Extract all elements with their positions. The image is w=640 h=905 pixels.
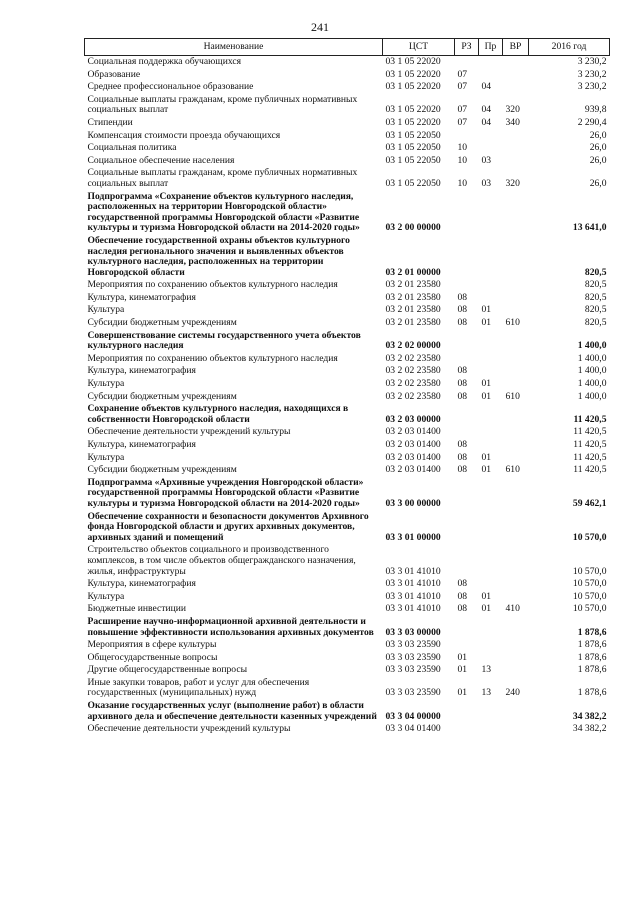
cell-rz	[455, 56, 479, 69]
cell-vr	[503, 544, 529, 578]
cell-vr	[503, 426, 529, 439]
cell-amount: 11 420,5	[573, 439, 607, 450]
table-row	[85, 117, 610, 130]
table-row	[85, 391, 610, 404]
cell-amount: 34 382,2	[572, 723, 607, 735]
cell-pr	[479, 142, 503, 155]
cell-cst: 03 2 01 23580	[385, 279, 441, 291]
cell-rz: 08	[457, 378, 468, 390]
cell-vr	[503, 511, 529, 545]
cell-name: Подпрограмма «Архивные учреждения Новгородской области» государственной программы Новгородской области «Развитие культуры и туризма Новгородской области на 2014-2020 годы»	[87, 476, 364, 509]
cell-amount: 2 290,4	[577, 116, 607, 128]
table-row	[85, 94, 610, 117]
cell-amount: 10 570,0	[572, 590, 607, 602]
cell-rz	[455, 639, 479, 652]
cell-pr: 01	[481, 590, 492, 602]
cell-vr: 610	[505, 390, 520, 402]
table-row	[85, 235, 610, 279]
table-row	[85, 56, 610, 69]
table-row	[85, 292, 610, 305]
table-row	[85, 700, 610, 723]
cell-pr: 13	[481, 664, 492, 676]
cell-amount: 3 230,2	[577, 56, 607, 67]
cell-cst: 03 1 05 22020	[385, 104, 441, 116]
cell-amount: 10 570,0	[572, 578, 607, 590]
cell-name: Строительство объектов социального и производственного комплексов, в том числе объектов общегражданского назначения, жилья, инфраструктуры	[87, 544, 356, 577]
cell-rz	[455, 403, 479, 426]
table-row	[85, 452, 610, 465]
cell-pr	[479, 365, 503, 378]
cell-vr	[503, 591, 529, 604]
cell-cst: 03 2 00 00000	[385, 222, 441, 234]
cell-pr	[479, 279, 503, 292]
table-row	[85, 317, 610, 330]
cell-vr	[503, 81, 529, 94]
cell-pr: 03	[481, 177, 492, 189]
table-row	[85, 511, 610, 545]
cell-pr	[479, 130, 503, 143]
cell-cst: 03 2 03 01400	[385, 451, 441, 463]
cell-pr: 01	[481, 304, 492, 316]
cell-name: Мероприятия по сохранению объектов культурного наследия	[87, 279, 338, 291]
cell-amount: 34 382,2	[572, 710, 607, 722]
cell-cst: 03 3 01 00000	[385, 531, 441, 543]
cell-vr	[503, 304, 529, 317]
cell-vr	[503, 700, 529, 723]
cell-rz	[455, 544, 479, 578]
cell-amount: 11 420,5	[573, 426, 607, 438]
table-row	[85, 639, 610, 652]
cell-name: Общегосударственные вопросы	[87, 651, 218, 663]
cell-name: Субсидии бюджетным учреждениям	[87, 464, 237, 476]
table-row	[85, 130, 610, 143]
cell-amount: 3 230,2	[577, 81, 607, 93]
cell-amount: 820,5	[584, 266, 607, 278]
cell-pr	[479, 616, 503, 639]
table-row	[85, 544, 610, 578]
cell-pr	[479, 700, 503, 723]
cell-cst: 03 3 03 23590	[385, 687, 441, 699]
table-row	[85, 304, 610, 317]
cell-rz: 08	[457, 464, 468, 476]
cell-pr: 04	[481, 116, 492, 128]
cell-cst: 03 1 05 22050	[385, 177, 441, 189]
cell-vr: 340	[505, 116, 520, 128]
cell-pr	[479, 330, 503, 353]
cell-pr: 01	[481, 603, 492, 615]
cell-pr	[479, 578, 503, 591]
cell-amount: 10 570,0	[572, 565, 607, 577]
cell-name: Мероприятия в сфере культуры	[87, 639, 217, 651]
cell-name: Культура	[87, 590, 125, 602]
table-row	[85, 69, 610, 82]
cell-amount: 10 570,0	[572, 531, 607, 543]
table-row	[85, 578, 610, 591]
cell-vr: 240	[505, 687, 520, 699]
cell-pr	[479, 403, 503, 426]
cell-name: Оказание государственных услуг (выполнение работ) в области архивного дела и обеспечение деятельности казенных учреждений	[87, 700, 377, 722]
cell-name: Культура, кинематография	[87, 578, 196, 590]
cell-amount: 11 420,5	[573, 451, 607, 463]
cell-cst: 03 1 05 22050	[385, 154, 441, 166]
cell-vr	[503, 279, 529, 292]
table-row	[85, 365, 610, 378]
cell-rz	[455, 511, 479, 545]
cell-cst: 03 1 05 22020	[385, 68, 441, 80]
cell-cst: 03 2 03 01400	[385, 426, 441, 438]
cell-rz	[455, 723, 479, 736]
cell-amount: 820,5	[584, 279, 607, 291]
table-row	[85, 378, 610, 391]
cell-amount: 820,5	[584, 304, 607, 316]
cell-cst: 03 1 05 22050	[385, 129, 441, 141]
cell-rz: 08	[457, 590, 468, 602]
cell-cst: 03 3 01 41010	[385, 603, 441, 615]
cell-pr: 01	[481, 451, 492, 463]
cell-vr	[503, 142, 529, 155]
cell-rz: 10	[457, 142, 468, 154]
page-number: 241	[311, 20, 329, 34]
table-row	[85, 677, 610, 700]
cell-amount: 1 400,0	[577, 390, 607, 402]
table-body	[85, 56, 610, 736]
budget-table	[84, 38, 610, 736]
cell-pr	[479, 292, 503, 305]
cell-cst: 03 2 02 23580	[385, 352, 441, 364]
cell-cst: 03 3 03 23590	[385, 651, 441, 663]
cell-name: Культура	[87, 304, 125, 316]
cell-amount: 1 400,0	[577, 340, 607, 352]
cell-pr	[479, 652, 503, 665]
cell-name: Социальная политика	[87, 142, 177, 154]
cell-name: Подпрограмма «Сохранение объектов культурного наследия, расположенных на территории Новгородской области» государственной программы Новгородской области «Развитие культуры и туризма Новгородской области на 2014-2020 годы»	[87, 190, 360, 234]
cell-amount: 1 400,0	[577, 352, 607, 364]
cell-rz: 07	[457, 116, 468, 128]
cell-cst: 03 3 03 00000	[385, 626, 441, 638]
cell-pr	[479, 69, 503, 82]
cell-pr	[479, 56, 503, 69]
cell-pr	[479, 235, 503, 279]
table-row	[85, 652, 610, 665]
cell-amount: 1 878,6	[577, 687, 607, 699]
header-amount: 2016 год	[529, 39, 610, 56]
cell-amount: 59 462,1	[572, 497, 607, 509]
cell-name: Бюджетные инвестиции	[87, 603, 186, 615]
table-row	[85, 81, 610, 94]
cell-rz: 01	[457, 651, 468, 663]
cell-vr	[503, 235, 529, 279]
cell-cst: 03 3 01 41010	[385, 590, 441, 602]
cell-cst: 03 1 05 22020	[385, 81, 441, 93]
cell-name: Расширение научно-информационной архивной деятельности и повышение эффективности использования архивных документов	[87, 615, 374, 638]
cell-rz	[455, 426, 479, 439]
cell-vr: 610	[505, 464, 520, 476]
table-row	[85, 464, 610, 477]
cell-cst: 03 2 02 23580	[385, 378, 441, 390]
cell-cst: 03 2 01 23580	[385, 291, 441, 303]
cell-cst: 03 2 02 23580	[385, 390, 441, 402]
table-row	[85, 167, 610, 190]
cell-amount: 1 878,6	[577, 626, 607, 638]
cell-cst: 03 2 03 00000	[385, 413, 441, 425]
cell-cst: 03 2 02 23580	[385, 365, 441, 377]
table-row	[85, 477, 610, 511]
cell-pr	[479, 639, 503, 652]
cell-name: Обеспечение деятельности учреждений культуры	[87, 723, 291, 735]
cell-cst: 03 3 03 23590	[385, 639, 441, 651]
table-row	[85, 591, 610, 604]
table-row	[85, 191, 610, 235]
cell-vr	[503, 69, 529, 82]
cell-cst: 03 2 03 01400	[385, 464, 441, 476]
cell-pr	[479, 723, 503, 736]
cell-cst: 03 2 01 23580	[385, 304, 441, 316]
cell-cst: 03 2 01 23580	[385, 317, 441, 329]
cell-pr: 13	[481, 687, 492, 699]
cell-cst: 03 3 01 41010	[385, 565, 441, 577]
cell-pr	[479, 511, 503, 545]
cell-name: Культура, кинематография	[87, 439, 196, 450]
table-row	[85, 603, 610, 616]
cell-rz	[455, 130, 479, 143]
cell-vr: 320	[505, 177, 520, 189]
cell-vr	[503, 723, 529, 736]
cell-rz	[455, 279, 479, 292]
header-cst: ЦСТ	[383, 39, 455, 56]
cell-rz	[455, 477, 479, 511]
cell-amount: 26,0	[589, 129, 607, 141]
table-row	[85, 330, 610, 353]
cell-name: Среднее профессиональное образование	[87, 81, 254, 93]
cell-rz: 10	[457, 177, 468, 189]
cell-cst: 03 2 02 00000	[385, 340, 441, 352]
cell-rz: 08	[457, 390, 468, 402]
cell-rz	[455, 235, 479, 279]
cell-amount: 1 878,6	[577, 651, 607, 663]
cell-name: Субсидии бюджетным учреждениям	[87, 390, 237, 402]
cell-name: Образование	[87, 68, 141, 80]
cell-rz	[455, 191, 479, 235]
cell-pr	[479, 477, 503, 511]
cell-rz: 10	[457, 154, 468, 166]
header-rz: РЗ	[455, 39, 479, 56]
cell-vr	[503, 353, 529, 366]
cell-amount: 1 400,0	[577, 378, 607, 390]
cell-cst: 03 2 01 00000	[385, 266, 441, 278]
cell-vr	[503, 56, 529, 69]
cell-name: Обеспечение сохранности и безопасности документов Архивного фонда Новгородской области и других архивных документов, архивных зданий и помещений	[87, 510, 369, 543]
cell-vr	[503, 439, 529, 452]
cell-vr	[503, 616, 529, 639]
cell-cst: 03 3 00 00000	[385, 497, 441, 509]
table-row	[85, 616, 610, 639]
cell-name: Социальные выплаты гражданам, кроме публичных нормативных социальных выплат	[87, 93, 358, 116]
cell-pr	[479, 544, 503, 578]
cell-rz	[455, 616, 479, 639]
cell-rz: 08	[457, 439, 468, 450]
cell-amount: 11 420,5	[573, 413, 607, 425]
table-row	[85, 439, 610, 452]
cell-amount: 26,0	[589, 142, 607, 154]
header-name: Наименование	[85, 39, 383, 56]
table-row	[85, 723, 610, 736]
cell-pr: 04	[481, 81, 492, 93]
cell-rz: 08	[457, 317, 468, 329]
cell-rz: 01	[457, 687, 468, 699]
cell-vr: 610	[505, 317, 520, 329]
cell-amount: 26,0	[589, 177, 607, 189]
cell-vr	[503, 365, 529, 378]
cell-name: Социальная поддержка обучающихся	[87, 56, 242, 67]
cell-pr: 01	[481, 390, 492, 402]
table-row	[85, 155, 610, 168]
cell-rz	[455, 330, 479, 353]
cell-amount: 939,8	[584, 104, 607, 116]
cell-name: Социальные выплаты гражданам, кроме публичных нормативных социальных выплат	[87, 167, 358, 189]
cell-rz: 07	[457, 104, 468, 116]
cell-pr: 01	[481, 317, 492, 329]
cell-amount: 1 878,6	[577, 639, 607, 651]
cell-pr: 01	[481, 378, 492, 390]
cell-vr	[503, 155, 529, 168]
cell-vr	[503, 191, 529, 235]
header-pr: Пр	[479, 39, 503, 56]
cell-vr	[503, 330, 529, 353]
cell-name: Культура	[87, 451, 125, 463]
cell-cst: 03 1 05 22020	[385, 56, 441, 67]
cell-rz: 08	[457, 603, 468, 615]
cell-rz: 07	[457, 81, 468, 93]
cell-pr	[479, 353, 503, 366]
cell-vr: 320	[505, 104, 520, 116]
cell-rz: 08	[457, 291, 468, 303]
header-vr: ВР	[503, 39, 529, 56]
cell-amount: 820,5	[584, 291, 607, 303]
cell-pr: 01	[481, 464, 492, 476]
cell-rz: 08	[457, 365, 468, 377]
table-header	[85, 39, 610, 56]
cell-name: Иные закупки товаров, работ и услуг для обеспечения государственных (муниципальных) нужд	[87, 676, 310, 699]
cell-vr	[503, 378, 529, 391]
cell-cst: 03 1 05 22020	[385, 116, 441, 128]
table-row	[85, 353, 610, 366]
cell-amount: 11 420,5	[573, 464, 607, 476]
cell-amount: 1 878,6	[577, 664, 607, 676]
cell-vr	[503, 578, 529, 591]
cell-name: Совершенствование системы государственного учета объектов культурного наследия	[87, 329, 361, 352]
cell-amount: 13 641,0	[572, 222, 607, 234]
cell-rz	[455, 700, 479, 723]
cell-rz: 01	[457, 664, 468, 676]
cell-cst: 03 3 04 00000	[385, 710, 441, 722]
cell-vr	[503, 130, 529, 143]
table-row	[85, 426, 610, 439]
cell-cst: 03 3 01 41010	[385, 578, 441, 590]
cell-name: Культура	[87, 378, 125, 390]
cell-name: Социальное обеспечение населения	[87, 154, 235, 166]
cell-rz: 07	[457, 68, 468, 80]
cell-amount: 820,5	[584, 317, 607, 329]
cell-rz	[455, 353, 479, 366]
cell-rz: 08	[457, 451, 468, 463]
table-row	[85, 279, 610, 292]
cell-name: Мероприятия по сохранению объектов культурного наследия	[87, 352, 338, 364]
cell-name: Сохранение объектов культурного наследия, находящихся в собственности Новгородской области	[87, 403, 349, 425]
cell-vr: 410	[505, 603, 520, 615]
cell-pr	[479, 426, 503, 439]
cell-pr	[479, 439, 503, 452]
cell-rz: 08	[457, 304, 468, 316]
cell-cst: 03 3 03 23590	[385, 664, 441, 676]
cell-vr	[503, 403, 529, 426]
cell-vr	[503, 452, 529, 465]
cell-name: Культура, кинематография	[87, 365, 196, 377]
table-row	[85, 142, 610, 155]
cell-amount: 10 570,0	[572, 603, 607, 615]
cell-name: Стипендии	[87, 116, 133, 128]
cell-vr	[503, 292, 529, 305]
cell-pr: 04	[481, 104, 492, 116]
cell-cst: 03 3 04 01400	[385, 723, 441, 735]
cell-name: Обеспечение деятельности учреждений культуры	[87, 426, 291, 438]
cell-cst: 03 1 05 22050	[385, 142, 441, 154]
cell-vr	[503, 664, 529, 677]
cell-amount: 26,0	[589, 154, 607, 166]
cell-vr	[503, 477, 529, 511]
cell-vr	[503, 639, 529, 652]
cell-rz: 08	[457, 578, 468, 590]
cell-vr	[503, 652, 529, 665]
table-row	[85, 403, 610, 426]
cell-amount: 3 230,2	[577, 68, 607, 80]
cell-name: Другие общегосударственные вопросы	[87, 664, 248, 676]
cell-name: Культура, кинематография	[87, 291, 196, 303]
table-row	[85, 664, 610, 677]
cell-pr: 03	[481, 154, 492, 166]
cell-name: Компенсация стоимости проезда обучающихся	[87, 129, 281, 141]
cell-cst: 03 2 03 01400	[385, 439, 441, 450]
cell-name: Субсидии бюджетным учреждениям	[87, 317, 237, 329]
cell-name: Обеспечение государственной охраны объектов культурного наследия регионального значения и выявленных объектов культурного наследия, расположенных на территории Новгородской области	[87, 234, 350, 278]
cell-pr	[479, 191, 503, 235]
cell-amount: 1 400,0	[577, 365, 607, 377]
